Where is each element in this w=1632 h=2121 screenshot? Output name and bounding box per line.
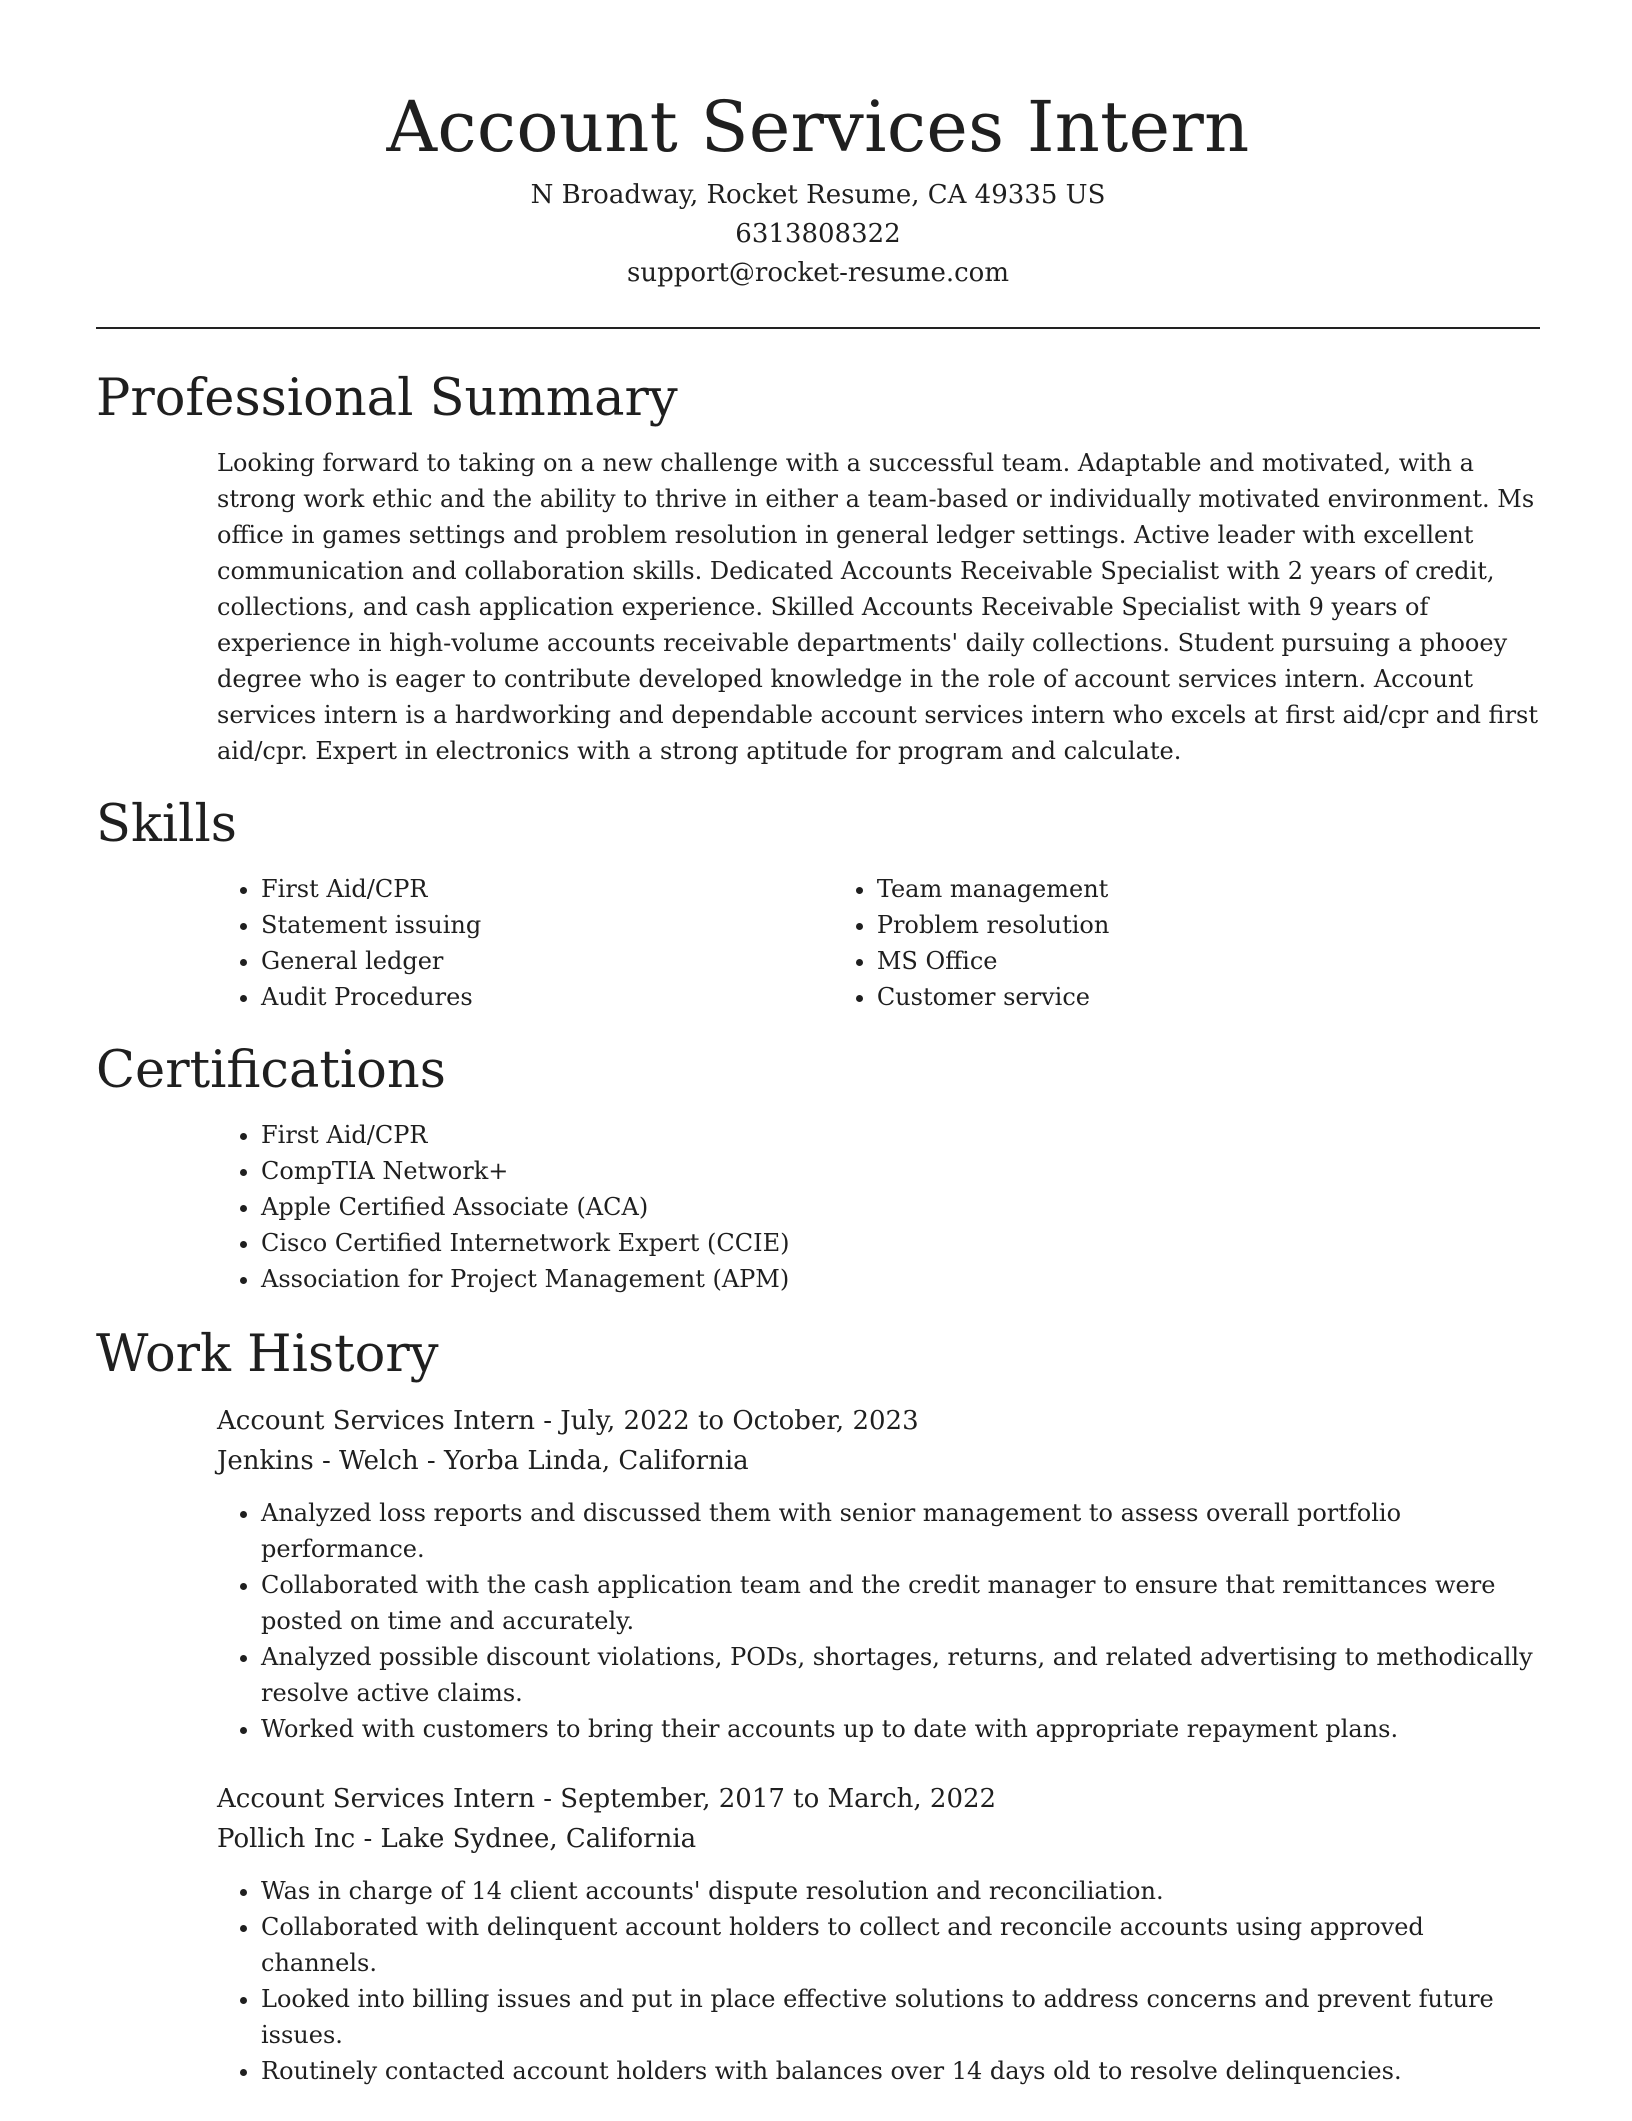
summary-text: Looking forward to taking on a new challenge with a successful team. Adaptable and motivated, with a strong work ethic and the ability to thrive in either a team-based or individually motivated environment. Ms office in games settings and problem resolution in general ledger settings. Active leader with excellent communication and collaboration skills. Dedicated Accounts Receivable Specialist with 2 years of credit, collections, and cash application experience. Skilled Accounts Receivable Specialist with 9 years of experience in high-volume accounts receivable departments' daily collections. Student pursuing a phooey degree who is eager to contribute developed knowledge in the role of account services intern. Account services intern is a hardworking and dependable account services intern who excels at first aid/cpr and first aid/cpr. Expert in electronics with a strong aptitude for program and calculate. [217,449,1538,765]
work-history-section [96,1325,1540,2089]
certification-item: • Apple Certified Associate (ACA) [261,1189,1540,1225]
phone: 6313808322 [735,219,901,249]
skill-item: • First Aid/CPR [261,871,877,907]
skill-item: • Audit Procedures [261,979,877,1015]
job-bullet: • Collaborated with delinquent account holders to collect and reconcile accounts using approved channels. [261,1909,1540,1981]
certification-item: • CompTIA Network+ [261,1153,1540,1189]
skill-item: • MS Office [877,943,1540,979]
job-bullets [217,1495,1540,1747]
certification-item: • Cisco Certified Internetwork Expert (CCIE) [261,1225,1540,1261]
job-title: Account Services Intern - September, 2017 to March, 2022 [217,1784,997,1814]
job-title: Account Services Intern - July, 2022 to October, 2023 [217,1406,919,1436]
skill-item: • General ledger [261,943,877,979]
address: N Broadway, Rocket Resume, CA 49335 US [530,180,1106,210]
certifications-list [96,1117,1540,1297]
job-bullet: • Was in charge of 14 client accounts' dispute resolution and reconciliation. [261,1873,1540,1909]
skill-item: • Team management [877,871,1540,907]
email: support@rocket-resume.com [626,258,1009,288]
contact-block [96,176,1540,293]
resume-header [96,84,1540,293]
job-entry [217,1401,1540,1747]
certifications-title: Certifications [96,1041,446,1100]
certifications-section [96,1041,1540,1297]
header-divider [96,327,1540,329]
job-bullet: • Analyzed loss reports and discussed them with senior management to assess overall portfolio performance. [261,1495,1540,1567]
skills-section [96,795,1540,1015]
job-bullet: • Worked with customers to bring their accounts up to date with appropriate repayment plans. [261,1711,1540,1747]
skills-columns [96,871,1540,1015]
skill-item: • Statement issuing [261,907,877,943]
skills-left-list [96,871,877,1015]
job-entry [217,1779,1540,2089]
skill-item: • Problem resolution [877,907,1540,943]
work-history-title: Work History [96,1325,439,1384]
job-company: Jenkins - Welch - Yorba Linda, California [217,1446,749,1476]
skill-item: • Customer service [877,979,1540,1015]
job-bullets [217,1873,1540,2089]
summary-section [96,369,1540,769]
summary-title: Professional Summary [96,369,678,428]
job-bullet: • Analyzed possible discount violations, PODs, shortages, returns, and related advertising to methodically resolve active claims. [261,1639,1540,1711]
job-bullet: • Collaborated with the cash application team and the credit manager to ensure that remittances were posted on time and accurately. [261,1567,1540,1639]
job-bullet: • Looked into billing issues and put in place effective solutions to address concerns and prevent future issues. [261,1981,1540,2053]
job-bullet: • Routinely contacted account holders with balances over 14 days old to resolve delinquencies. [261,2053,1540,2089]
job-company: Pollich Inc - Lake Sydnee, California [217,1824,697,1854]
certification-item: • First Aid/CPR [261,1117,1540,1153]
certification-item: • Association for Project Management (APM) [261,1261,1540,1297]
skills-title: Skills [96,795,237,854]
skills-right-list [877,871,1540,1015]
candidate-name: Account Services Intern [386,86,1250,168]
resume-page [96,84,1540,2121]
